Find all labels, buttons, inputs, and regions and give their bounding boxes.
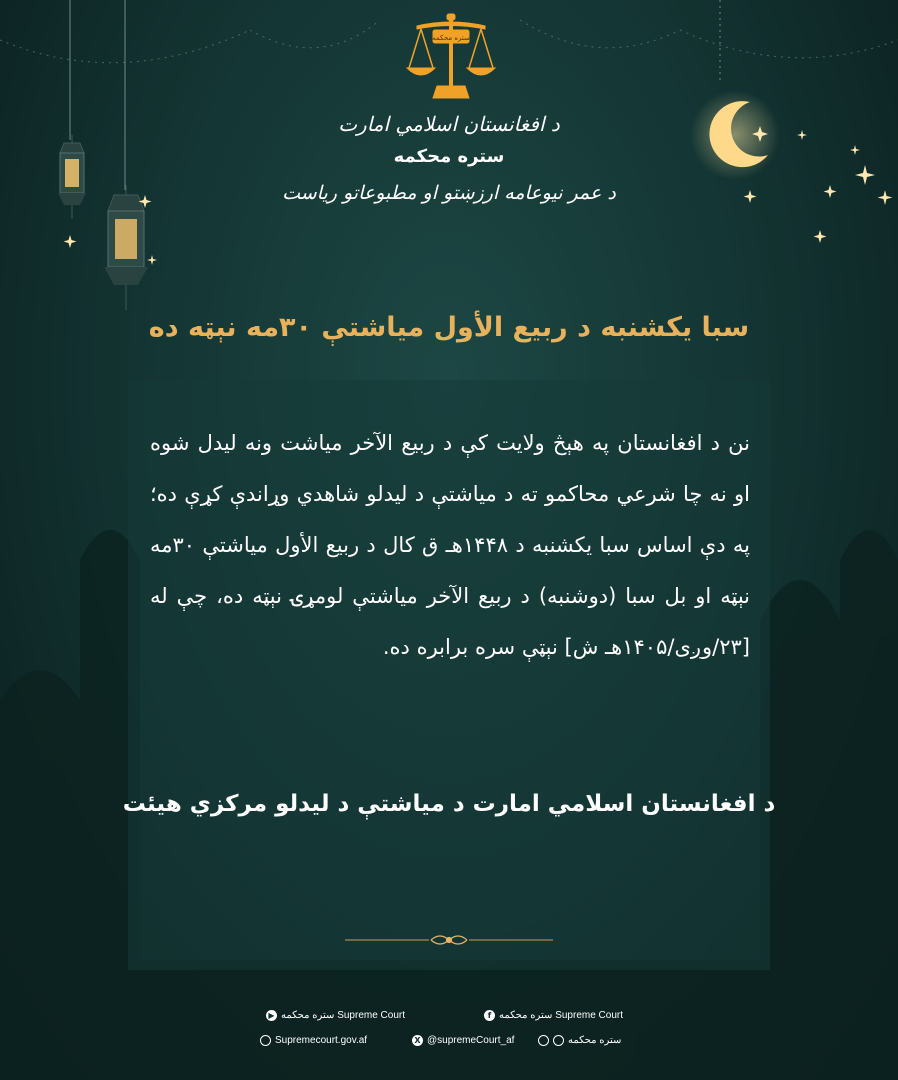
youtube-icon: ▶: [266, 1010, 277, 1021]
whatsapp-icon: [553, 1035, 564, 1046]
announcement-body: نن د افغانستان په هېڅ ولايت کې د ربيع الآخر مياشت ونه ليدل شوه او نه چا شرعي محاكمو ته د مياشتې د ليدلو شاهدي وړاندې کړې ده؛ په دې اساس سبا يكشنبه د ۱۴۴۸هـ ق كال د ربيع الأول مياشتې ۳۰مه نېټه او بل سبا (دوشنبه) د ربيع الآخر مياشتې لومړۍ نېټه ده، چې له [۲۳/وږی/۱۴۰۵هـ ش] نېټې سره برابره ده.: [150, 431, 750, 659]
x-link[interactable]: X @supremeCourt_af: [412, 1035, 514, 1046]
facebook-icon: f: [484, 1010, 495, 1021]
youtube-link[interactable]: ▶ ستره محکمه Supreme Court: [266, 1010, 405, 1021]
x-icon: X: [412, 1035, 423, 1046]
announcement-title: سبا يكشنبه د ربيع الأول مياشتې ۳۰مه نېټه ده: [148, 312, 750, 343]
scales-of-justice-icon: [405, 10, 497, 104]
messaging-link[interactable]: ستره محکمه: [538, 1035, 621, 1046]
globe-icon: [260, 1035, 271, 1046]
facebook-link[interactable]: f ستره محکمه Supreme Court: [484, 1010, 623, 1021]
website-link[interactable]: Supremecourt.gov.af: [260, 1035, 367, 1046]
header: [0, 0, 898, 300]
court-name: ستره محكمه: [393, 146, 505, 167]
svg-text:ستره محکمه: ستره محکمه: [432, 34, 470, 42]
telegram-icon: [538, 1035, 549, 1046]
emirate-title: د افغانستان اسلامي امارت: [338, 112, 560, 136]
footer: [0, 1000, 898, 1080]
ornament-divider: [345, 932, 553, 948]
directorate-title: د عمر نیوعامه ارزښتو او مطبوعاتو ریاست: [282, 182, 616, 204]
announcement-signature: د افغانستان اسلامي امارت د مياشتې د ليدلو مركزي هيئت: [122, 791, 776, 817]
